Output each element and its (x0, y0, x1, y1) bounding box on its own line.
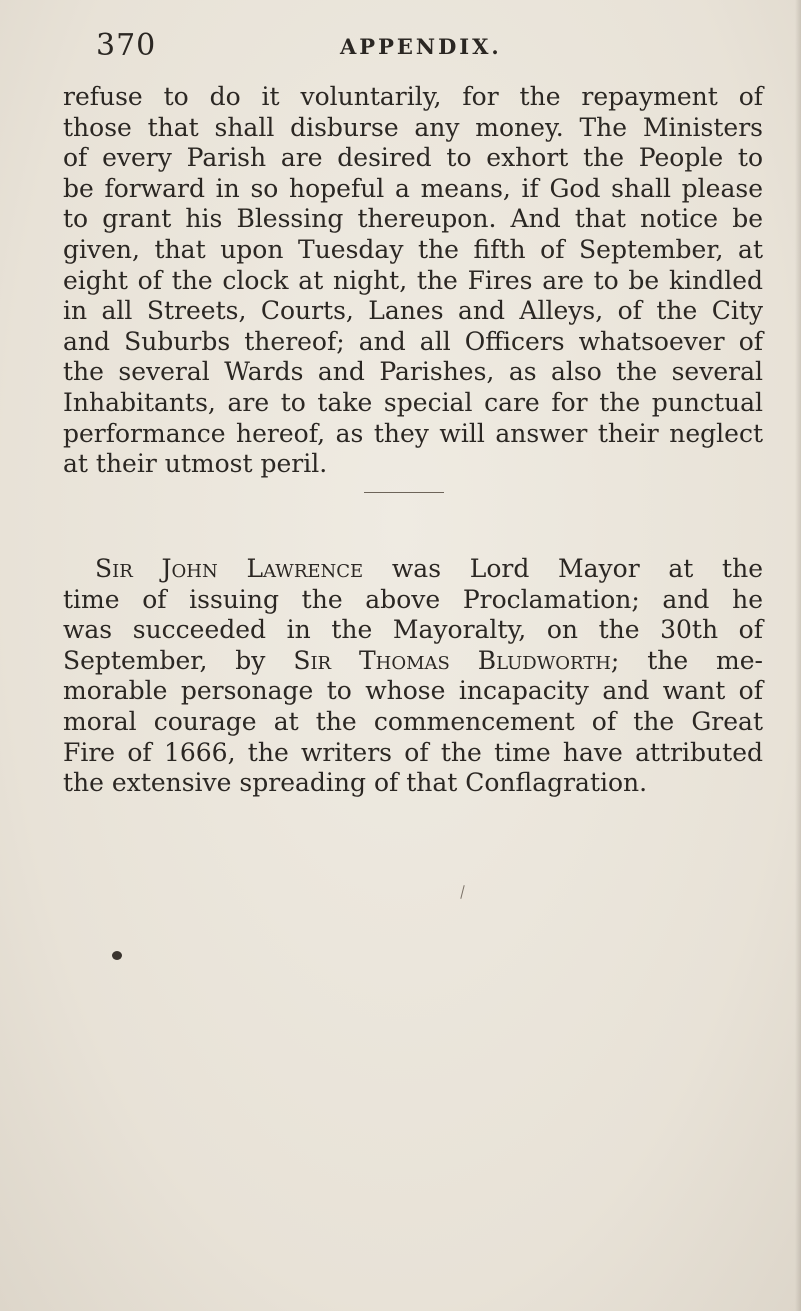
text-fragment: was Lord Mayor at the (363, 554, 763, 583)
text-line: those that shall disburse any money. The Ministers (63, 112, 763, 142)
text-line (63, 554, 763, 585)
text-line: refuse to do it voluntarily, for the repayment of (63, 82, 763, 111)
text-line: was succeeded in the Mayoralty, on the 30th of (63, 615, 763, 645)
person-name: Sir Thomas Bludworth (293, 645, 611, 675)
text-line: eight of the clock at night, the Fires are to be kindled (63, 265, 763, 295)
running-title: APPENDIX. (340, 34, 502, 59)
text-line: in all Streets, Courts, Lanes and Alleys, of the City (63, 296, 763, 326)
running-head (96, 28, 756, 68)
text-line: given, that upon Tuesday the fifth of September, at (63, 234, 763, 264)
text-line: the extensive spreading of that Conflagration. (63, 768, 648, 798)
paragraph-lord-mayor (63, 554, 763, 799)
text-line: be forward in so hopeful a means, if God shall please (63, 173, 763, 203)
text-line: moral courage at the commencement of the Great (63, 706, 763, 736)
paragraph-proclamation (63, 82, 763, 480)
page-number: 370 (96, 28, 157, 63)
text-line: to grant his Blessing thereupon. And that notice be (63, 204, 763, 234)
text-line: and Suburbs thereof; and all Officers whatsoever of (63, 326, 763, 356)
text-line: of every Parish are desired to exhort the People to (63, 143, 763, 173)
text-line: performance hereof, as they will answer their neglect (63, 418, 763, 448)
text-line: Inhabitants, are to take special care for the punctual (63, 387, 763, 417)
text-line (63, 646, 763, 677)
person-name: Sir John Lawrence (95, 554, 364, 583)
text-line: time of issuing the above Proclamation; and he (63, 584, 763, 614)
text-line: at their utmost peril. (63, 449, 328, 479)
text-line: morable personage to whose incapacity and want of (63, 676, 763, 706)
text-fragment: ; the me- (610, 645, 763, 675)
text-line: the several Wards and Parishes, as also the several (63, 357, 763, 387)
ink-stain (112, 951, 122, 960)
text-fragment: September, by (63, 645, 294, 675)
paper-mark (460, 885, 464, 899)
section-divider (364, 492, 444, 493)
text-line: Fire of 1666, the writers of the time have attributed (63, 737, 763, 767)
page-edge-shadow (795, 0, 801, 1311)
